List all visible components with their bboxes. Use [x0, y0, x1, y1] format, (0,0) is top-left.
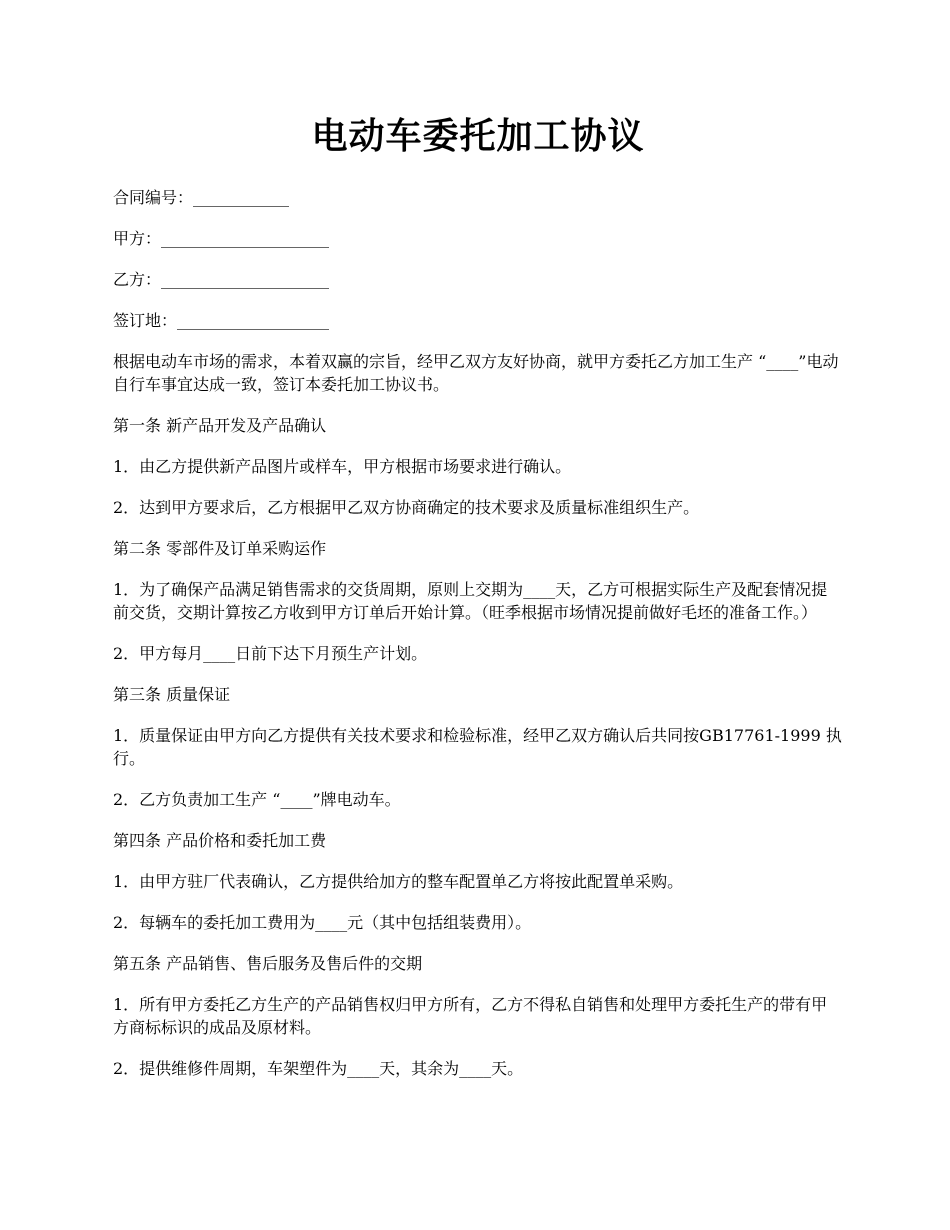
clause-item: 1．由乙方提供新产品图片或样车，甲方根据市场要求进行确认。 — [113, 457, 572, 476]
intro-paragraph: 根据电动车市场的需求，本着双赢的宗旨，经甲乙双方友好协商，就甲方委托乙方加工生产 “____”电动自行车事宜达成一致，签订本委托加工协议书。 — [113, 352, 839, 394]
signing-place-field: 签订地：___________________ — [113, 311, 330, 330]
section-heading: 第二条 零部件及订单采购运作 — [113, 539, 327, 558]
clause-item: 1．由甲方驻厂代表确认，乙方提供给加方的整车配置单乙方将按此配置单采购。 — [113, 872, 684, 891]
section-heading: 第五条 产品销售、售后服务及售后件的交期 — [113, 954, 423, 973]
contract-number-field: 合同编号：____________ — [113, 188, 290, 207]
section-heading: 第四条 产品价格和委托加工费 — [113, 831, 327, 850]
clause-item: 1．所有甲方委托乙方生产的产品销售权归甲方所有，乙方不得私自销售和处理甲方委托生产的带有甲方商标标识的成品及原材料。 — [113, 995, 828, 1037]
clause-item: 2．甲方每月____日前下达下月预生产计划。 — [113, 644, 428, 663]
document-page — [113, 108, 843, 1098]
section-heading: 第一条 新产品开发及产品确认 — [113, 416, 327, 435]
clause-item: 2．达到甲方要求后，乙方根据甲乙双方协商确定的技术要求及质量标准组织生产。 — [113, 498, 700, 517]
document-title: 电动车委托加工协议 — [311, 115, 645, 157]
clause-item: 1．质量保证由甲方向乙方提供有关技术要求和检验标准，经甲乙双方确认后共同按GB17761-1999 执行。 — [113, 726, 842, 768]
clause-item: 2．每辆车的委托加工费用为____元（其中包括组装费用）。 — [113, 913, 532, 932]
section-heading: 第三条 质量保证 — [113, 685, 231, 704]
party-a-field: 甲方：_____________________ — [113, 229, 330, 248]
party-b-field: 乙方：_____________________ — [113, 270, 330, 289]
clause-item: 1．为了确保产品满足销售需求的交货周期，原则上交期为____天，乙方可根据实际生产及配套情况提前交货，交期计算按乙方收到甲方订单后开始计算。（旺季根据市场情况提前做好毛坯的准备工作。） — [113, 580, 828, 622]
clause-item: 2．乙方负责加工生产 “____”牌电动车。 — [113, 790, 401, 809]
clause-item: 2．提供维修件周期，车架塑件为____天，其余为____天。 — [113, 1059, 524, 1078]
